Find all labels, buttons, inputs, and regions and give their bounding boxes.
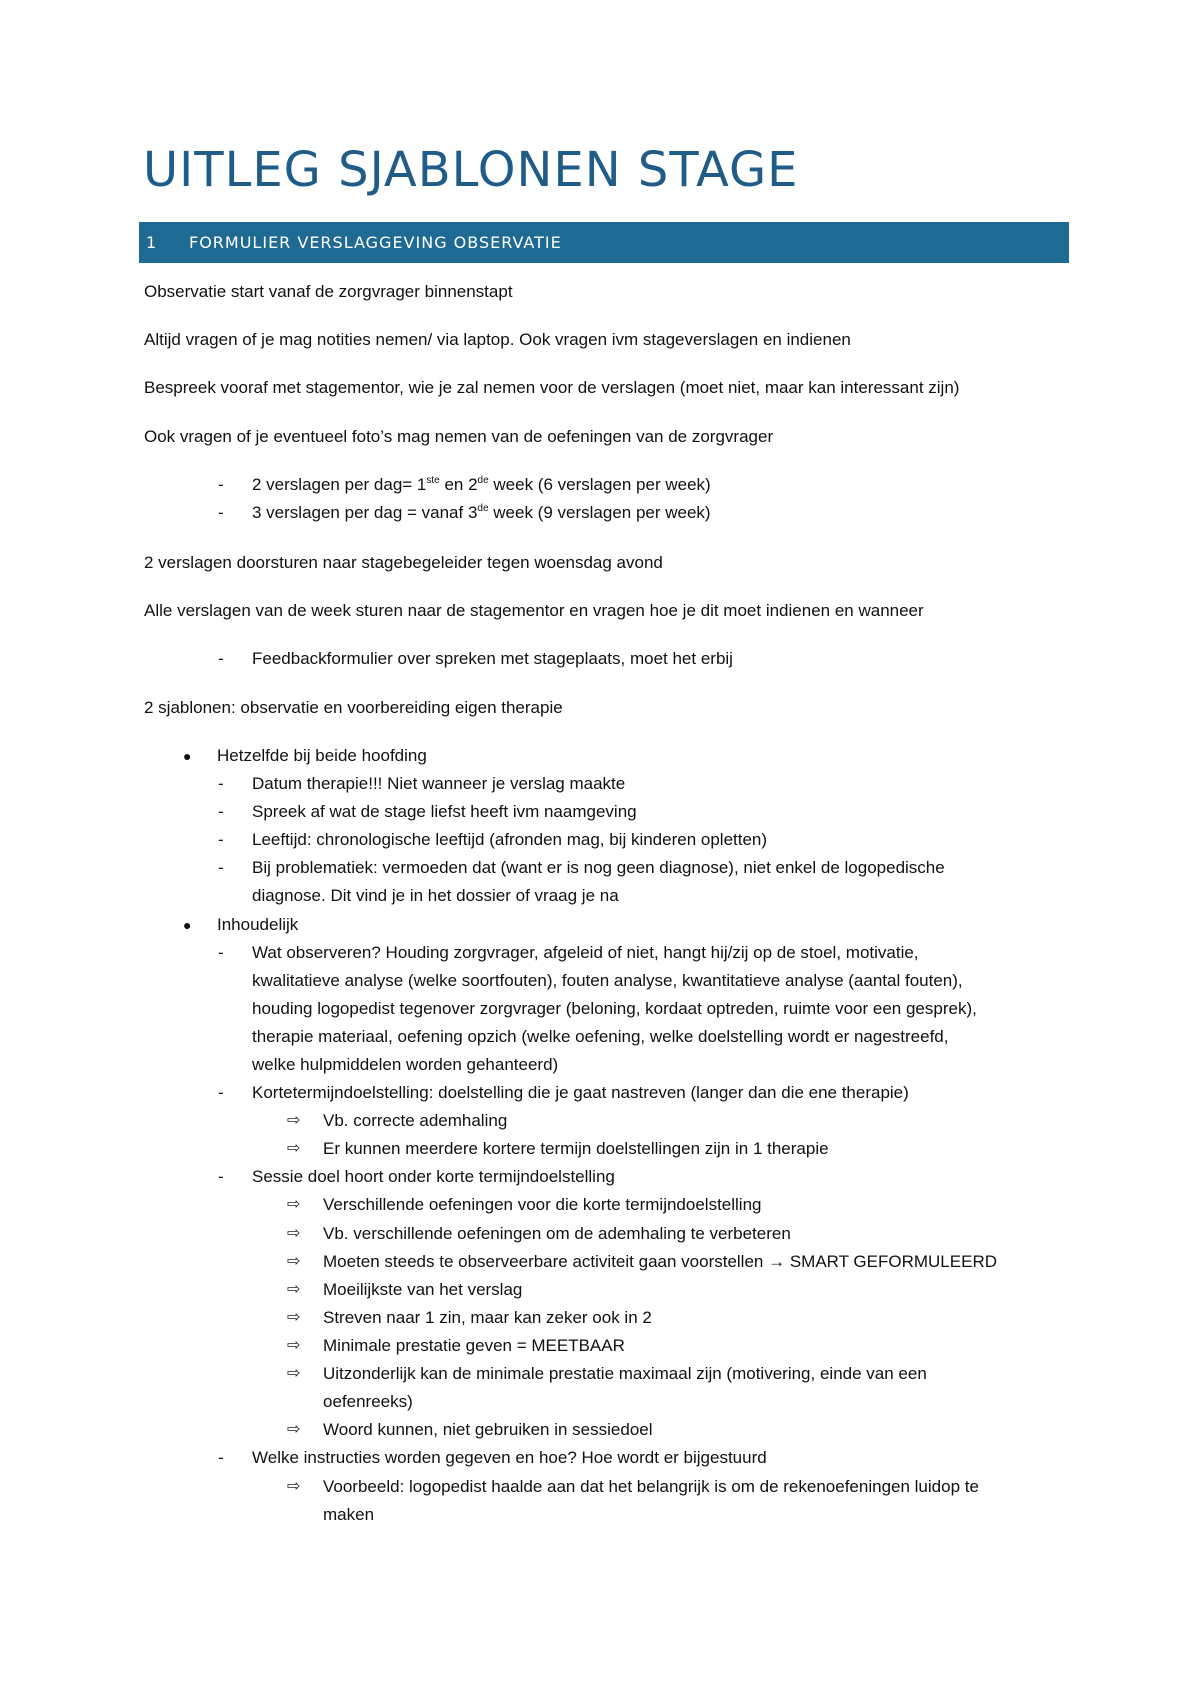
arrow-icon: ⇨ [287, 1337, 301, 1354]
sub-item-voorbeeld-cont: maken [323, 1505, 375, 1524]
list-item-observeren-cont: welke hulpmiddelen worden gehanteerd) [252, 1055, 559, 1074]
list-item-verslagen-2: 3 verslagen per dag = vanaf 3de week (9 verslagen per week) [252, 503, 711, 522]
dash-marker: - [218, 503, 224, 522]
section-heading: FORMULIER VERSLAGGEVING OBSERVATIE [189, 233, 562, 252]
arrow-icon: ⇨ [287, 1225, 301, 1242]
dash-marker: - [218, 943, 224, 962]
list-item-observeren-cont: kwalitatieve analyse (welke soortfouten), fouten analyse, kwantitatieve analyse (aantal fouten), [252, 971, 963, 990]
paragraph-alle-verslagen: Alle verslagen van de week sturen naar de stagementor en vragen hoe je dit moet indienen en wanneer [144, 601, 924, 620]
dash-marker: - [218, 475, 224, 494]
sub-item-meetbaar: Minimale prestatie geven = MEETBAAR [323, 1336, 625, 1355]
arrow-icon: ⇨ [287, 1478, 301, 1495]
arrow-icon: ⇨ [287, 1196, 301, 1213]
sub-item-meerdere: Er kunnen meerdere kortere termijn doelstellingen zijn in 1 therapie [323, 1139, 829, 1158]
list-item-sessiedoel: Sessie doel hoort onder korte termijndoelstelling [252, 1167, 615, 1186]
sub-item-ademhaling: Vb. correcte ademhaling [323, 1111, 508, 1130]
section-number: 1 [146, 233, 158, 252]
arrow-icon: ⇨ [287, 1365, 301, 1382]
list-item-leeftijd: Leeftijd: chronologische leeftijd (afronden mag, bij kinderen opletten) [252, 830, 768, 849]
paragraph-observatie-start: Observatie start vanaf de zorgvrager binnenstapt [144, 282, 513, 301]
sub-item-smart: Moeten steeds te observeerbare activiteit gaan voorstellen → SMART GEFORMULEERD [323, 1252, 997, 1271]
paragraph-sjablonen: 2 sjablonen: observatie en voorbereiding eigen therapie [144, 698, 563, 717]
list-item-observeren: Wat observeren? Houding zorgvrager, afgeleid of niet, hangt hij/zij op de stoel, motivatie, [252, 943, 919, 962]
sub-item-voorbeeld: Voorbeeld: logopedist haalde aan dat het belangrijk is om de rekenoefeningen luidop te [323, 1477, 979, 1496]
arrow-icon: ⇨ [287, 1112, 301, 1129]
arrow-icon: ⇨ [287, 1421, 301, 1438]
dash-marker: - [218, 858, 224, 877]
list-item-verslagen-1: 2 verslagen per dag= 1ste en 2de week (6 verslagen per week) [252, 475, 711, 494]
sub-item-moeilijkste: Moeilijkste van het verslag [323, 1280, 523, 1299]
sub-item-uitzonderlijk: Uitzonderlijk kan de minimale prestatie maximaal zijn (motivering, einde van een [323, 1364, 927, 1383]
arrow-icon: ⇨ [287, 1281, 301, 1298]
dash-marker: - [218, 1167, 224, 1186]
dash-marker: - [218, 802, 224, 821]
paragraph-notities: Altijd vragen of je mag notities nemen/ via laptop. Ook vragen ivm stageverslagen en indienen [144, 330, 851, 349]
list-item-problematiek-cont: diagnose. Dit vind je in het dossier of vraag je na [252, 886, 619, 905]
sub-item-verschillende: Verschillende oefeningen voor die korte termijndoelstelling [323, 1195, 762, 1214]
dash-marker: - [218, 830, 224, 849]
right-arrow-icon: → [768, 1252, 786, 1271]
bullet-item-hoofding: Hetzelfde bij beide hoofding [217, 746, 427, 765]
bullet-marker: ● [183, 917, 192, 933]
list-item-instructies: Welke instructies worden gegeven en hoe? Hoe wordt er bijgestuurd [252, 1448, 767, 1467]
list-item-kortetermijn: Kortetermijndoelstelling: doelstelling die je gaat nastreven (langer dan die ene therapie) [252, 1083, 909, 1102]
sub-item-vb-ademhaling: Vb. verschillende oefeningen om de ademhaling te verbeteren [323, 1224, 791, 1243]
arrow-icon: ⇨ [287, 1309, 301, 1326]
list-item-problematiek: Bij problematiek: vermoeden dat (want er is nog geen diagnose), niet enkel de logopedische [252, 858, 945, 877]
sub-item-streven: Streven naar 1 zin, maar kan zeker ook in 2 [323, 1308, 652, 1327]
list-item-observeren-cont: therapie materiaal, oefening opzich (welke oefening, welke doelstelling wordt er nagestreefd, [252, 1027, 949, 1046]
bullet-marker: ● [183, 748, 192, 764]
paragraph-doorsturen: 2 verslagen doorsturen naar stagebegeleider tegen woensdag avond [144, 553, 663, 572]
section-heading-bar [139, 222, 1069, 263]
sub-item-woord-kunnen: Woord kunnen, niet gebruiken in sessiedoel [323, 1420, 653, 1439]
list-item-datum: Datum therapie!!! Niet wanneer je verslag maakte [252, 774, 626, 793]
dash-marker: - [218, 649, 224, 668]
arrow-icon: ⇨ [287, 1140, 301, 1157]
paragraph-stagementor: Bespreek vooraf met stagementor, wie je zal nemen voor de verslagen (moet niet, maar kan interessant zijn) [144, 378, 960, 397]
bullet-item-inhoudelijk: Inhoudelijk [217, 915, 299, 934]
dash-marker: - [218, 1448, 224, 1467]
list-item-feedback: Feedbackformulier over spreken met stageplaats, moet het erbij [252, 649, 733, 668]
document-title: UITLEG SJABLONEN STAGE [143, 142, 799, 198]
list-item-observeren-cont: houding logopedist tegenover zorgvrager (beloning, kordaat optreden, ruimte voor een gesprek), [252, 999, 977, 1018]
sub-item-uitzonderlijk-cont: oefenreeks) [323, 1392, 413, 1411]
paragraph-fotos: Ook vragen of je eventueel foto’s mag nemen van de oefeningen van de zorgvrager [144, 427, 774, 446]
dash-marker: - [218, 774, 224, 793]
dash-marker: - [218, 1083, 224, 1102]
arrow-icon: ⇨ [287, 1253, 301, 1270]
list-item-naamgeving: Spreek af wat de stage liefst heeft ivm naamgeving [252, 802, 637, 821]
